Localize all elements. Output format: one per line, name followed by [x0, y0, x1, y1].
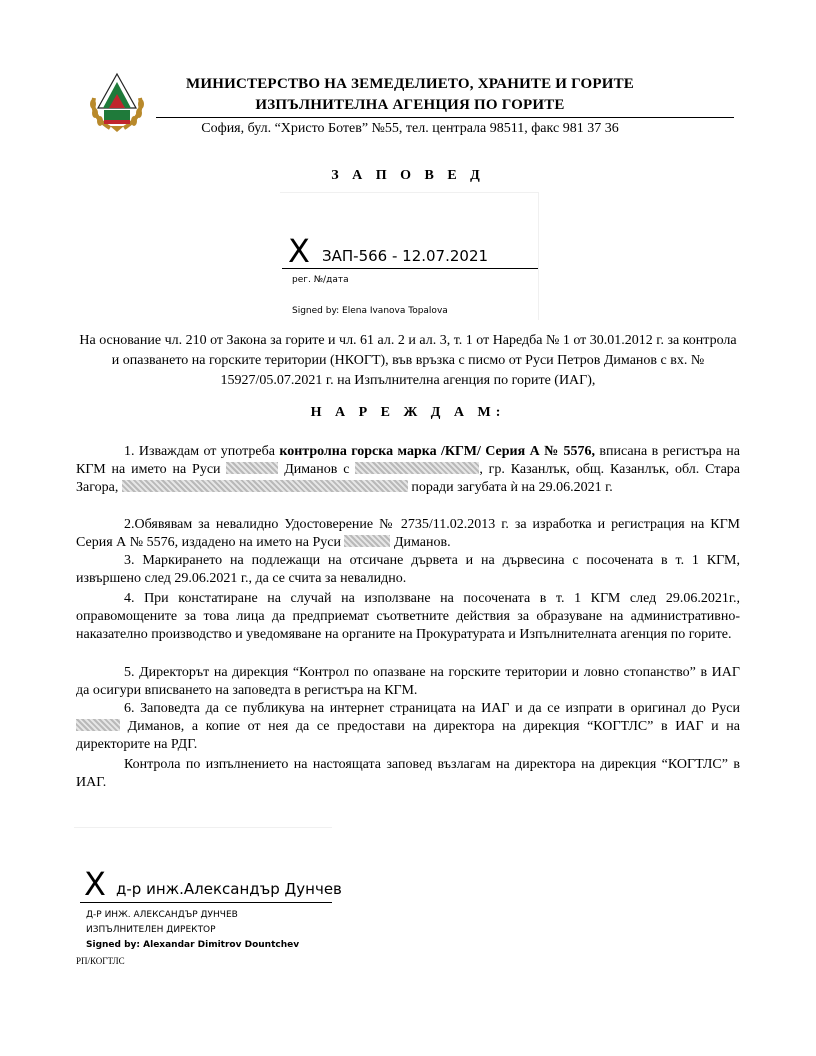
redacted-text — [122, 480, 408, 492]
reference-code: РП/КОГТЛС — [76, 956, 125, 966]
document-title: З А П О В Е Д — [331, 168, 485, 183]
header-divider — [156, 117, 734, 118]
signature-mark: X — [84, 865, 106, 903]
director-name: Д-Р ИНЖ. АЛЕКСАНДЪР ДУНЧЕВ — [86, 910, 238, 920]
order-item-3: 3. Маркирането на подлежащи на отсичане дървета и на дървесина с посочената в т. 1 КГМ, извършено след 29.06.2021 г., да се счита за невалидно. — [76, 553, 740, 586]
director-signature-name: д-р инж.Александър Дунчев — [116, 880, 342, 898]
signature-line — [282, 268, 538, 269]
order-item-1: 1. Изваждам от употреба контролна горска марка /КГМ/ Серия А № 5576, вписана в регистъра на КГМ на името на Руси Диманов с , гр. Казанлък, общ. Казанлък, обл. Стара Загора, поради загубата ѝ на 29.06.2021 г. — [76, 444, 740, 495]
signature-line — [80, 902, 332, 903]
redacted-text — [355, 462, 479, 474]
signature-mark: X — [288, 232, 310, 270]
redacted-text — [226, 462, 278, 474]
order-item-5: 5. Директорът на дирекция “Контрол по опазване на горските територии и ловно стопанство” в ИАГ да осигури вписването на заповедта в регистъра на КГМ. — [76, 665, 740, 698]
director-signed-by: Signed by: Alexandar Dimitrov Dountchev — [86, 940, 300, 950]
registration-label: рег. №/дата — [292, 275, 349, 285]
registration-number: ЗАП-566 - 12.07.2021 — [322, 247, 489, 265]
agency-name: ИЗПЪЛНИТЕЛНА АГЕНЦИЯ ПО ГОРИТЕ — [255, 97, 565, 113]
agency-address: София, бул. “Христо Ботев” №55, тел. централа 98511, факс 981 37 36 — [201, 121, 619, 136]
redacted-text — [344, 535, 390, 547]
signature-box-border — [538, 192, 539, 320]
signature-box-border — [74, 827, 332, 828]
control-mark-reference: контролна горска марка /КГМ/ Серия А № 5576, — [279, 444, 595, 459]
control-paragraph: Контрола по изпълнението на настоящата заповед възлагам на директора на дирекция “КОГТЛС” в ИАГ. — [76, 757, 740, 790]
signature-box-border — [280, 192, 538, 193]
director-title: ИЗПЪЛНИТЕЛЕН ДИРЕКТОР — [86, 925, 216, 935]
order-heading: Н А Р Е Ж Д А М: — [310, 405, 506, 420]
order-item-4: 4. При констатиране на случай на използване на посочената в т. 1 КГМ след 29.06.2021г., оправомощените за това лица да предприемат съответните действия за образуване на административно-наказателно производство и уведомяване на органите на Прокуратурата и Изпълнителната агенция по горите. — [76, 591, 740, 642]
registration-signed-by: Signed by: Elena Ivanova Topalova — [292, 306, 448, 316]
ministry-name: МИНИСТЕРСТВО НА ЗЕМЕДЕЛИЕТО, ХРАНИТЕ И ГОРИТЕ — [186, 76, 634, 92]
ministry-coat-of-arms-logo — [84, 68, 150, 134]
order-item-6: 6. Заповедта да се публикува на интернет страницата на ИАГ и да се изпрати в оригинал до Руси Диманов, а копие от нея да се предостави на директора на дирекция “КОГТЛС” в ИАГ и на директорите на РДГ. — [76, 701, 740, 752]
order-item-2: 2.Обявявам за невалидно Удостоверение № 2735/11.02.2013 г. за изработка и регистрация на КГМ Серия А № 5576, издадено на името на Руси Диманов. — [76, 517, 740, 550]
redacted-text — [76, 719, 120, 731]
intro-paragraph: На основание чл. 210 от Закона за горите и чл. 61 ал. 2 и ал. 3, т. 1 от Наредба № 1 от 30.01.2012 г. за контрола и опазването на горските територии (НКОГТ), във връзка с писмо от Руси Петров Диманов с вх. № 15927/05.07.2021 г. на Изпълнителна агенция по горите (ИАГ), — [79, 333, 737, 388]
